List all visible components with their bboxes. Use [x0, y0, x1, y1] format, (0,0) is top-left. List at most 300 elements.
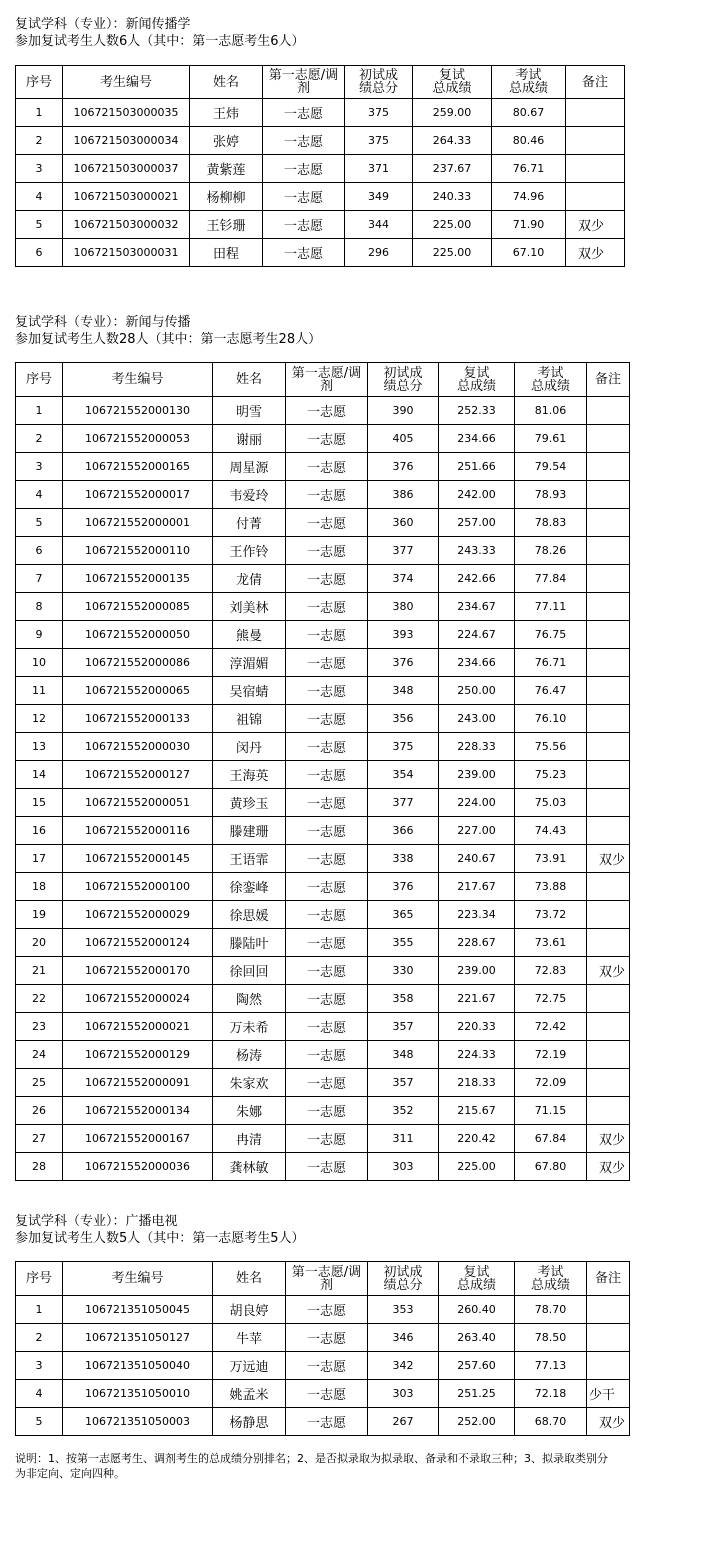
cell-prelim-score: 376 — [368, 453, 439, 481]
cell-remark — [566, 127, 625, 155]
cell-prelim-score: 296 — [345, 239, 413, 267]
results-table-1 — [15, 65, 625, 267]
cell-retest-score: 251.25 — [439, 1380, 515, 1408]
cell-remark — [587, 1013, 630, 1041]
cell-prelim-score: 376 — [368, 873, 439, 901]
cell-remark: 双少 — [587, 1125, 630, 1153]
cell-seq: 16 — [16, 817, 63, 845]
header-choice: 第一志愿/调 剂 — [286, 1262, 368, 1296]
cell-choice: 一志愿 — [286, 677, 368, 705]
section-2-heading — [15, 314, 321, 348]
cell-remark: 双少 — [566, 239, 625, 267]
cell-retest-score: 240.67 — [439, 845, 515, 873]
cell-exam-id: 106721552000145 — [63, 845, 213, 873]
table-row — [16, 509, 630, 537]
cell-retest-score: 234.66 — [439, 425, 515, 453]
cell-total-score: 76.47 — [515, 677, 587, 705]
cell-name: 姚孟米 — [213, 1380, 286, 1408]
table-row — [16, 677, 630, 705]
cell-choice: 一志愿 — [286, 509, 368, 537]
cell-name: 王钐珊 — [190, 211, 263, 239]
cell-prelim-score: 375 — [368, 733, 439, 761]
cell-remark: 双少 — [587, 957, 630, 985]
cell-retest-score: 218.33 — [439, 1069, 515, 1097]
cell-choice: 一志愿 — [286, 705, 368, 733]
cell-total-score: 75.03 — [515, 789, 587, 817]
cell-retest-score: 221.67 — [439, 985, 515, 1013]
table-row — [16, 705, 630, 733]
cell-total-score: 75.56 — [515, 733, 587, 761]
cell-remark — [587, 649, 630, 677]
header-exam-id: 考生编号 — [63, 363, 213, 397]
cell-prelim-score: 349 — [345, 183, 413, 211]
header-remark: 备注 — [587, 1262, 630, 1296]
cell-exam-id: 106721552000134 — [63, 1097, 213, 1125]
cell-name: 张婷 — [190, 127, 263, 155]
header-exam-id: 考生编号 — [63, 66, 190, 99]
cell-total-score: 72.19 — [515, 1041, 587, 1069]
header-prelim-score: 初试成 绩总分 — [368, 1262, 439, 1296]
header-prelim-score: 初试成 绩总分 — [345, 66, 413, 99]
cell-prelim-score: 303 — [368, 1153, 439, 1181]
cell-seq: 27 — [16, 1125, 63, 1153]
header-choice: 第一志愿/调 剂 — [263, 66, 345, 99]
cell-total-score: 77.84 — [515, 565, 587, 593]
cell-choice: 一志愿 — [286, 649, 368, 677]
cell-total-score: 77.13 — [515, 1352, 587, 1380]
cell-choice: 一志愿 — [263, 211, 345, 239]
header-row — [16, 1262, 630, 1296]
cell-total-score: 73.61 — [515, 929, 587, 957]
cell-remark — [587, 1069, 630, 1097]
section-2-count: 参加复试考生人数28人（其中：第一志愿考生28人） — [15, 332, 322, 347]
cell-name: 熊曼 — [213, 621, 286, 649]
cell-name: 周星源 — [213, 453, 286, 481]
table-row — [16, 901, 630, 929]
cell-seq: 1 — [16, 397, 63, 425]
cell-total-score: 75.23 — [515, 761, 587, 789]
results-table-2 — [15, 362, 630, 1181]
cell-choice: 一志愿 — [286, 761, 368, 789]
cell-remark — [566, 155, 625, 183]
table-row — [16, 425, 630, 453]
cell-total-score: 76.71 — [515, 649, 587, 677]
cell-prelim-score: 348 — [368, 1041, 439, 1069]
cell-exam-id: 106721552000017 — [63, 481, 213, 509]
cell-remark — [587, 537, 630, 565]
table-row — [16, 1324, 630, 1352]
cell-prelim-score: 358 — [368, 985, 439, 1013]
cell-retest-score: 257.00 — [439, 509, 515, 537]
cell-prelim-score: 380 — [368, 593, 439, 621]
cell-seq: 4 — [16, 481, 63, 509]
cell-retest-score: 220.33 — [439, 1013, 515, 1041]
cell-exam-id: 106721503000034 — [63, 127, 190, 155]
cell-prelim-score: 330 — [368, 957, 439, 985]
table-row — [16, 1013, 630, 1041]
cell-prelim-score: 338 — [368, 845, 439, 873]
cell-remark — [587, 985, 630, 1013]
cell-seq: 1 — [16, 1296, 63, 1324]
cell-retest-score: 252.00 — [439, 1408, 515, 1436]
cell-name: 王语霏 — [213, 845, 286, 873]
footnote: 说明：1、按第一志愿考生、调剂考生的总成绩分别排名；2、是否拟录取为拟录取、备录和不录取三种；3、拟录取类别分为非定向、定向四种。 — [15, 1452, 608, 1480]
cell-remark — [587, 1352, 630, 1380]
cell-seq: 2 — [16, 425, 63, 453]
cell-name: 淳湄媚 — [213, 649, 286, 677]
cell-seq: 2 — [16, 127, 63, 155]
cell-seq: 17 — [16, 845, 63, 873]
cell-remark — [587, 901, 630, 929]
cell-seq: 26 — [16, 1097, 63, 1125]
header-name: 姓名 — [213, 363, 286, 397]
cell-choice: 一志愿 — [286, 1352, 368, 1380]
table-row — [16, 929, 630, 957]
cell-name: 刘美林 — [213, 593, 286, 621]
cell-prelim-score: 355 — [368, 929, 439, 957]
cell-seq: 21 — [16, 957, 63, 985]
cell-name: 徐思媛 — [213, 901, 286, 929]
cell-choice: 一志愿 — [286, 845, 368, 873]
cell-prelim-score: 405 — [368, 425, 439, 453]
table-row — [16, 985, 630, 1013]
cell-retest-score: 227.00 — [439, 817, 515, 845]
cell-retest-score: 224.00 — [439, 789, 515, 817]
cell-prelim-score: 357 — [368, 1069, 439, 1097]
header-exam-id: 考生编号 — [63, 1262, 213, 1296]
cell-name: 滕建珊 — [213, 817, 286, 845]
table-row — [16, 761, 630, 789]
cell-retest-score: 251.66 — [439, 453, 515, 481]
cell-name: 田程 — [190, 239, 263, 267]
cell-prelim-score: 356 — [368, 705, 439, 733]
cell-seq: 13 — [16, 733, 63, 761]
cell-prelim-score: 371 — [345, 155, 413, 183]
cell-choice: 一志愿 — [286, 425, 368, 453]
cell-exam-id: 106721552000030 — [63, 733, 213, 761]
cell-retest-score: 217.67 — [439, 873, 515, 901]
cell-name: 胡良婷 — [213, 1296, 286, 1324]
section-1-title: 复试学科（专业）：新闻传播学 — [15, 17, 191, 32]
table-row — [16, 453, 630, 481]
cell-exam-id: 106721552000129 — [63, 1041, 213, 1069]
cell-seq: 6 — [16, 537, 63, 565]
cell-retest-score: 225.00 — [413, 211, 492, 239]
cell-retest-score: 243.33 — [439, 537, 515, 565]
cell-choice: 一志愿 — [286, 1324, 368, 1352]
cell-exam-id: 106721552000091 — [63, 1069, 213, 1097]
cell-choice: 一志愿 — [286, 1296, 368, 1324]
header-total-score: 考试 总成绩 — [515, 1262, 587, 1296]
cell-seq: 14 — [16, 761, 63, 789]
cell-prelim-score: 366 — [368, 817, 439, 845]
header-choice: 第一志愿/调 剂 — [286, 363, 368, 397]
cell-exam-id: 106721552000167 — [63, 1125, 213, 1153]
cell-retest-score: 237.67 — [413, 155, 492, 183]
cell-remark — [566, 183, 625, 211]
cell-exam-id: 106721552000050 — [63, 621, 213, 649]
cell-name: 杨静思 — [213, 1408, 286, 1436]
cell-choice: 一志愿 — [286, 873, 368, 901]
cell-name: 闵丹 — [213, 733, 286, 761]
cell-name: 万未希 — [213, 1013, 286, 1041]
table-row — [16, 789, 630, 817]
cell-remark — [587, 873, 630, 901]
cell-prelim-score: 357 — [368, 1013, 439, 1041]
table-row — [16, 127, 625, 155]
cell-remark — [587, 761, 630, 789]
cell-retest-score: 220.42 — [439, 1125, 515, 1153]
cell-choice: 一志愿 — [286, 593, 368, 621]
header-name: 姓名 — [190, 66, 263, 99]
cell-choice: 一志愿 — [263, 127, 345, 155]
cell-name: 牛苹 — [213, 1324, 286, 1352]
cell-seq: 12 — [16, 705, 63, 733]
cell-name: 谢丽 — [213, 425, 286, 453]
header-total-score: 考试 总成绩 — [515, 363, 587, 397]
cell-name: 祖锦 — [213, 705, 286, 733]
cell-retest-score: 228.67 — [439, 929, 515, 957]
cell-seq: 3 — [16, 1352, 63, 1380]
table-row — [16, 1153, 630, 1181]
section-1-heading — [15, 16, 305, 50]
cell-exam-id: 106721552000053 — [63, 425, 213, 453]
cell-retest-score: 252.33 — [439, 397, 515, 425]
cell-name: 黄珍玉 — [213, 789, 286, 817]
cell-total-score: 76.75 — [515, 621, 587, 649]
cell-seq: 24 — [16, 1041, 63, 1069]
cell-total-score: 74.43 — [515, 817, 587, 845]
cell-seq: 5 — [16, 211, 63, 239]
cell-total-score: 73.88 — [515, 873, 587, 901]
cell-total-score: 80.67 — [492, 99, 566, 127]
header-seq: 序号 — [16, 363, 63, 397]
cell-retest-score: 234.66 — [439, 649, 515, 677]
cell-seq: 1 — [16, 99, 63, 127]
cell-prelim-score: 377 — [368, 789, 439, 817]
cell-name: 徐銮峰 — [213, 873, 286, 901]
cell-choice: 一志愿 — [286, 985, 368, 1013]
cell-choice: 一志愿 — [286, 1153, 368, 1181]
cell-seq: 28 — [16, 1153, 63, 1181]
cell-total-score: 77.11 — [515, 593, 587, 621]
cell-exam-id: 106721552000065 — [63, 677, 213, 705]
cell-total-score: 73.72 — [515, 901, 587, 929]
cell-name: 龙倩 — [213, 565, 286, 593]
cell-prelim-score: 393 — [368, 621, 439, 649]
cell-exam-id: 106721503000031 — [63, 239, 190, 267]
cell-remark — [587, 1324, 630, 1352]
cell-choice: 一志愿 — [286, 621, 368, 649]
cell-choice: 一志愿 — [263, 183, 345, 211]
results-table-3 — [15, 1261, 630, 1436]
cell-retest-score: 240.33 — [413, 183, 492, 211]
cell-remark: 双少 — [587, 1153, 630, 1181]
table-row — [16, 1125, 630, 1153]
cell-total-score: 80.46 — [492, 127, 566, 155]
cell-choice: 一志愿 — [286, 453, 368, 481]
cell-total-score: 72.09 — [515, 1069, 587, 1097]
table-row — [16, 537, 630, 565]
cell-total-score: 73.91 — [515, 845, 587, 873]
cell-seq: 23 — [16, 1013, 63, 1041]
cell-total-score: 71.15 — [515, 1097, 587, 1125]
cell-choice: 一志愿 — [286, 565, 368, 593]
cell-exam-id: 106721351050003 — [63, 1408, 213, 1436]
cell-seq: 11 — [16, 677, 63, 705]
table-row — [16, 1069, 630, 1097]
cell-prelim-score: 342 — [368, 1352, 439, 1380]
cell-exam-id: 106721351050040 — [63, 1352, 213, 1380]
cell-retest-score: 264.33 — [413, 127, 492, 155]
cell-name: 杨涛 — [213, 1041, 286, 1069]
cell-exam-id: 106721503000037 — [63, 155, 190, 183]
table-row — [16, 873, 630, 901]
table-row — [16, 99, 625, 127]
cell-choice: 一志愿 — [286, 537, 368, 565]
cell-exam-id: 106721552000135 — [63, 565, 213, 593]
header-total-score: 考试 总成绩 — [492, 66, 566, 99]
cell-remark — [587, 565, 630, 593]
cell-remark — [587, 677, 630, 705]
cell-total-score: 76.71 — [492, 155, 566, 183]
cell-choice: 一志愿 — [286, 733, 368, 761]
cell-remark — [587, 733, 630, 761]
cell-choice: 一志愿 — [286, 1013, 368, 1041]
cell-retest-score: 259.00 — [413, 99, 492, 127]
header-retest-score: 复试 总成绩 — [413, 66, 492, 99]
cell-retest-score: 224.33 — [439, 1041, 515, 1069]
cell-seq: 22 — [16, 985, 63, 1013]
cell-seq: 2 — [16, 1324, 63, 1352]
table-row — [16, 1097, 630, 1125]
cell-name: 王海英 — [213, 761, 286, 789]
header-row — [16, 66, 625, 99]
cell-prelim-score: 377 — [368, 537, 439, 565]
cell-choice: 一志愿 — [263, 155, 345, 183]
table-row — [16, 649, 630, 677]
section-3-count: 参加复试考生人数5人（其中：第一志愿考生5人） — [15, 1231, 305, 1246]
table-body — [16, 397, 630, 1181]
cell-choice: 一志愿 — [286, 481, 368, 509]
cell-name: 付菁 — [213, 509, 286, 537]
cell-prelim-score: 267 — [368, 1408, 439, 1436]
cell-exam-id: 106721552000130 — [63, 397, 213, 425]
table-row — [16, 565, 630, 593]
cell-seq: 5 — [16, 1408, 63, 1436]
cell-retest-score: 257.60 — [439, 1352, 515, 1380]
cell-total-score: 78.50 — [515, 1324, 587, 1352]
cell-choice: 一志愿 — [286, 901, 368, 929]
header-prelim-score: 初试成 绩总分 — [368, 363, 439, 397]
cell-choice: 一志愿 — [286, 1380, 368, 1408]
cell-total-score: 67.80 — [515, 1153, 587, 1181]
cell-exam-id: 106721552000001 — [63, 509, 213, 537]
cell-total-score: 79.54 — [515, 453, 587, 481]
cell-total-score: 72.75 — [515, 985, 587, 1013]
cell-name: 朱家欢 — [213, 1069, 286, 1097]
cell-remark: 双少 — [587, 1408, 630, 1436]
cell-name: 陶然 — [213, 985, 286, 1013]
header-seq: 序号 — [16, 1262, 63, 1296]
header-remark: 备注 — [566, 66, 625, 99]
cell-prelim-score: 348 — [368, 677, 439, 705]
cell-choice: 一志愿 — [263, 239, 345, 267]
table-row — [16, 1380, 630, 1408]
cell-seq: 6 — [16, 239, 63, 267]
cell-exam-id: 106721552000127 — [63, 761, 213, 789]
header-row — [16, 363, 630, 397]
cell-prelim-score: 376 — [368, 649, 439, 677]
cell-prelim-score: 352 — [368, 1097, 439, 1125]
cell-total-score: 78.70 — [515, 1296, 587, 1324]
table-row — [16, 845, 630, 873]
cell-remark — [587, 453, 630, 481]
section-3-heading — [15, 1213, 305, 1247]
cell-retest-score: 260.40 — [439, 1296, 515, 1324]
cell-choice: 一志愿 — [286, 789, 368, 817]
cell-name: 王炜 — [190, 99, 263, 127]
cell-choice: 一志愿 — [286, 1069, 368, 1097]
table-row — [16, 155, 625, 183]
cell-remark — [587, 397, 630, 425]
table-body — [16, 1296, 630, 1436]
cell-total-score: 74.96 — [492, 183, 566, 211]
cell-choice: 一志愿 — [286, 1041, 368, 1069]
cell-seq: 8 — [16, 593, 63, 621]
cell-prelim-score: 365 — [368, 901, 439, 929]
cell-total-score: 78.83 — [515, 509, 587, 537]
cell-retest-score: 225.00 — [413, 239, 492, 267]
cell-name: 明雪 — [213, 397, 286, 425]
cell-seq: 9 — [16, 621, 63, 649]
cell-choice: 一志愿 — [286, 957, 368, 985]
table-row — [16, 1296, 630, 1324]
cell-retest-score: 225.00 — [439, 1153, 515, 1181]
table-row — [16, 183, 625, 211]
table-row — [16, 621, 630, 649]
cell-exam-id: 106721552000021 — [63, 1013, 213, 1041]
cell-choice: 一志愿 — [286, 817, 368, 845]
cell-name: 黄紫莲 — [190, 155, 263, 183]
cell-prelim-score: 311 — [368, 1125, 439, 1153]
cell-retest-score: 215.67 — [439, 1097, 515, 1125]
table-row — [16, 817, 630, 845]
cell-name: 滕陆叶 — [213, 929, 286, 957]
table-body — [16, 99, 625, 267]
section-2-title: 复试学科（专业）：新闻与传播 — [15, 315, 191, 330]
cell-prelim-score: 386 — [368, 481, 439, 509]
cell-name: 朱娜 — [213, 1097, 286, 1125]
cell-exam-id: 106721552000086 — [63, 649, 213, 677]
cell-remark — [587, 1097, 630, 1125]
cell-remark — [587, 817, 630, 845]
cell-total-score: 72.42 — [515, 1013, 587, 1041]
cell-choice: 一志愿 — [286, 397, 368, 425]
cell-retest-score: 228.33 — [439, 733, 515, 761]
cell-total-score: 78.93 — [515, 481, 587, 509]
cell-total-score: 72.83 — [515, 957, 587, 985]
cell-choice: 一志愿 — [286, 929, 368, 957]
cell-retest-score: 239.00 — [439, 957, 515, 985]
cell-remark — [566, 99, 625, 127]
cell-choice: 一志愿 — [286, 1097, 368, 1125]
cell-prelim-score: 360 — [368, 509, 439, 537]
cell-exam-id: 106721552000085 — [63, 593, 213, 621]
table-row — [16, 1352, 630, 1380]
cell-retest-score: 234.67 — [439, 593, 515, 621]
cell-exam-id: 106721351050045 — [63, 1296, 213, 1324]
